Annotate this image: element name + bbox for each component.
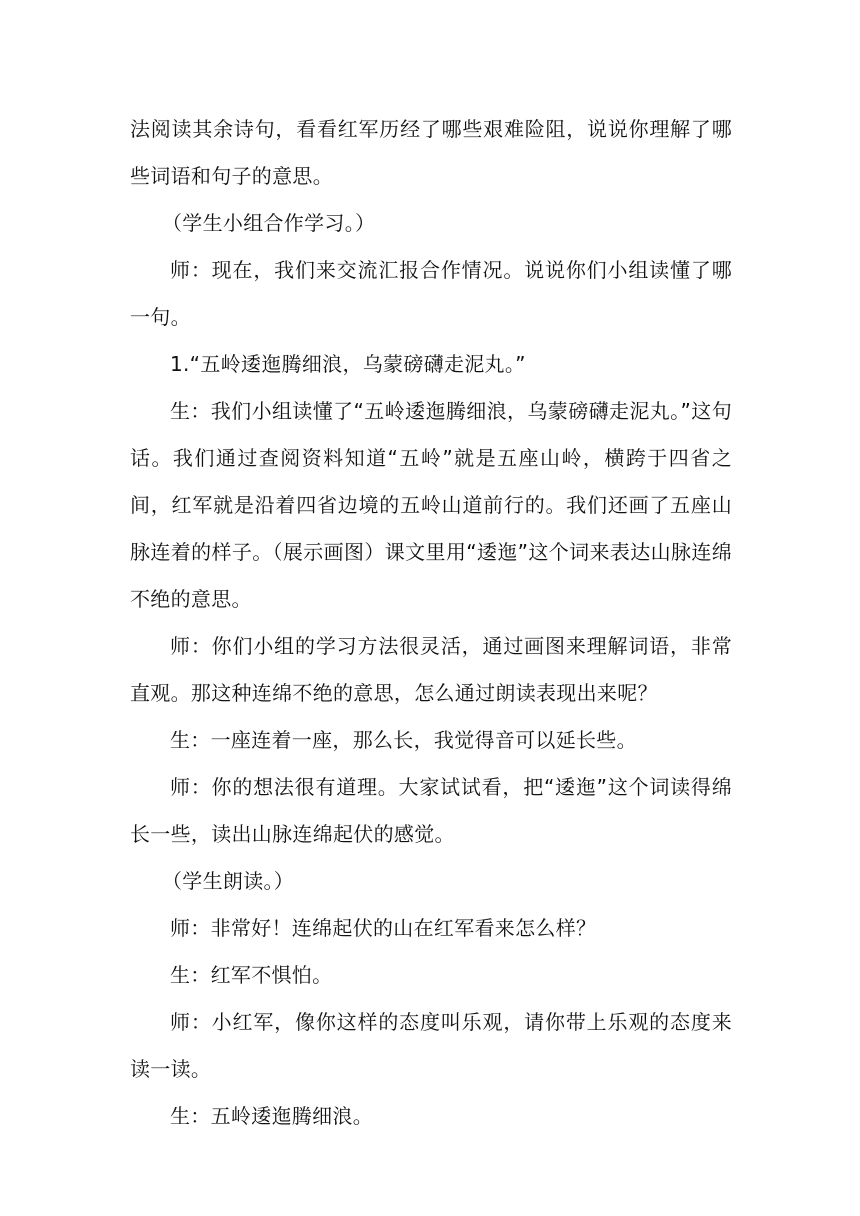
paragraph-stage-note: （学生朗读。）: [162, 869, 295, 893]
paragraph-student: 生：五岭逶迤腾细浪。: [170, 1104, 373, 1128]
paragraph-heading-item: 1.“五岭逶迤腾细浪，乌蒙磅礴走泥丸。”: [170, 352, 526, 376]
paragraph-student: 生：一座连着一座，那么长，我觉得音可以延长些。: [170, 728, 637, 752]
document-body: [130, 106, 732, 1140]
paragraph-student: 生：红军不惧怕。: [170, 963, 333, 987]
paragraph-teacher: 师：小红军，像你这样的态度叫乐观，请你带上乐观的态度来读一读。: [130, 1010, 732, 1081]
paragraph-teacher: 师：你的想法很有道理。大家试试看，把“逶迤”这个词读得绵长一些，读出山脉连绵起伏的感觉。: [130, 775, 732, 846]
paragraph-teacher: 师：现在，我们来交流汇报合作情况。说说你们小组读懂了哪一句。: [130, 258, 732, 329]
paragraph-continuation: 法阅读其余诗句，看看红军历经了哪些艰难险阻，说说你理解了哪些词语和句子的意思。: [130, 117, 732, 188]
paragraph-stage-note: （学生小组合作学习。）: [162, 211, 376, 235]
paragraph-student: 生：我们小组读懂了“五岭逶迤腾细浪，乌蒙磅礴走泥丸。”这句话。我们通过查阅资料知道“五岭”就是五座山岭，横跨于四省之间，红军就是沿着四省边境的五岭山道前行的。我们还画了五座山脉连着的样子。（展示画图）课文里用“逶迤”这个词来表达山脉连绵不绝的意思。: [130, 399, 732, 611]
paragraph-teacher: 师：非常好！连绵起伏的山在红军看来怎么样？: [170, 916, 597, 940]
paragraph-teacher: 师：你们小组的学习方法很灵活，通过画图来理解词语，非常直观。那这种连绵不绝的意思，怎么通过朗读表现出来呢？: [130, 634, 732, 705]
